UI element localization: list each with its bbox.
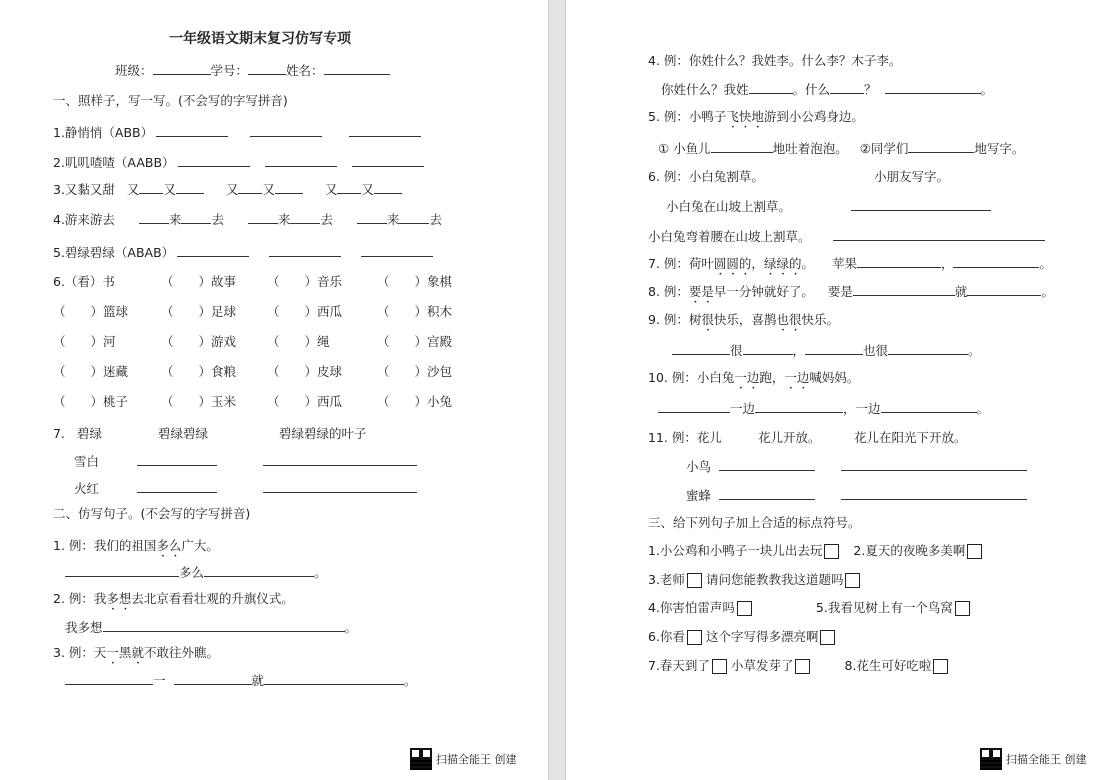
answer-blank[interactable] (174, 672, 252, 685)
answer-blank[interactable] (204, 564, 314, 577)
answer-blank[interactable] (888, 342, 968, 355)
answer-blank[interactable] (885, 81, 981, 94)
r4-example: 4. 例：你姓什么？我姓李。什么李？木子李。 (648, 53, 902, 68)
answer-blank[interactable] (264, 672, 404, 685)
answer-blank[interactable] (275, 181, 303, 194)
answer-blank[interactable] (841, 458, 1027, 471)
q7-row: 火红 (74, 480, 417, 497)
r9-answer: 很 ， 也很 。 (672, 342, 981, 359)
right-page[interactable] (566, 0, 1117, 780)
q7-row: 雪白 (74, 453, 417, 470)
s3-example: 3. 例：天一黑就不敢往外瞧。 (53, 645, 219, 660)
answer-blank[interactable] (139, 181, 163, 194)
q5-row: 5.碧绿碧绿（ABAB） (53, 244, 433, 261)
answer-blank[interactable] (337, 181, 361, 194)
answer-blank[interactable] (841, 487, 1027, 500)
number-blank[interactable] (248, 62, 286, 75)
q6-row: （ ）河 （ ）游戏 （ ）绳 （ ）宫殿 (53, 334, 453, 349)
q6-row: （ ）迷藏 （ ）食粮 （ ）皮球 （ ）沙包 (53, 364, 453, 379)
answer-blank[interactable] (719, 487, 815, 500)
answer-blank[interactable] (139, 211, 169, 224)
q4-row: 4.游来游去 来 去 来 去 来 去 (53, 212, 442, 227)
answer-blank[interactable] (374, 181, 402, 194)
punct-box[interactable] (955, 601, 970, 616)
q2-row: 2.叽叽喳喳（AABB） (53, 154, 424, 171)
answer-blank[interactable] (176, 181, 204, 194)
q6-row: （ ）桃子 （ ）玉米 （ ）西瓜 （ ）小兔 (53, 394, 453, 409)
s2-answer: 我多想 。 (65, 620, 358, 635)
answer-blank[interactable] (953, 255, 1039, 268)
answer-blank[interactable] (357, 211, 387, 224)
punct-box[interactable] (967, 544, 982, 559)
answer-blank[interactable] (248, 211, 278, 224)
answer-blank[interactable] (178, 154, 250, 167)
q6-row: 6.（看）书 （ ）故事 （ ）音乐 （ ）象棋 (53, 274, 453, 289)
punct-row: 7.春天到了 小草发芽了 8.花生可好吃啦 (648, 658, 948, 674)
answer-blank[interactable] (881, 400, 977, 413)
left-page[interactable] (0, 0, 548, 780)
punct-box[interactable] (933, 659, 948, 674)
r4-answer: 你姓什么？我姓 。什么 ？ 。 (661, 82, 994, 97)
answer-blank[interactable] (853, 283, 955, 296)
answer-blank[interactable] (65, 564, 179, 577)
punct-box[interactable] (824, 544, 839, 559)
answer-blank[interactable] (399, 211, 429, 224)
answer-blank[interactable] (65, 672, 153, 685)
punct-box[interactable] (687, 630, 702, 645)
answer-blank[interactable] (967, 283, 1041, 296)
q7-example: 7. 碧绿 碧绿碧绿 碧绿碧绿的叶子 (53, 426, 367, 441)
answer-blank[interactable] (830, 81, 864, 94)
answer-blank[interactable] (908, 140, 974, 153)
answer-blank[interactable] (743, 342, 793, 355)
punct-box[interactable] (845, 573, 860, 588)
answer-blank[interactable] (177, 244, 249, 257)
answer-blank[interactable] (137, 453, 217, 466)
r11-bee: 蜜蜂 (686, 487, 1027, 504)
s3-answer: 一 就 。 (65, 672, 417, 689)
section-one-heading: 一、照样子，写一写。(不会写的字写拼音) (53, 93, 288, 108)
qr-code-icon (980, 748, 1002, 770)
answer-blank[interactable] (263, 480, 417, 493)
answer-blank[interactable] (851, 198, 991, 211)
punct-box[interactable] (795, 659, 810, 674)
punct-box[interactable] (712, 659, 727, 674)
r6-line3: 小白兔弯着腰在山坡上割草。 (648, 228, 1045, 245)
q3-row: 3.又黏又甜 又 又 又 又 又 又 (53, 181, 402, 198)
section-two-heading: 二、仿写句子。(不会写的字写拼音) (53, 506, 251, 521)
answer-blank[interactable] (103, 619, 345, 632)
r5-answer: ① 小鱼儿 地吐着泡泡。 ②同学们 地写字。 (658, 141, 1025, 156)
answer-blank[interactable] (250, 124, 322, 137)
answer-blank[interactable] (137, 480, 217, 493)
r5-example: 5. 例：小鸭子飞快地游到小公鸡身边。 (648, 109, 864, 124)
page-gutter (548, 0, 566, 780)
watermark: 扫描全能王 创建 (410, 748, 517, 770)
answer-blank[interactable] (181, 211, 211, 224)
s2-example: 2. 例：我多想去北京看看壮观的升旗仪式。 (53, 591, 294, 606)
punct-row: 1.小公鸡和小鸭子一块儿出去玩 2.夏天的夜晚多美啊 (648, 543, 982, 559)
answer-blank[interactable] (349, 124, 421, 137)
punct-box[interactable] (687, 573, 702, 588)
r10-answer: 一边 ，一边 。 (658, 400, 989, 417)
s1-example: 1. 例：我们的祖国多么广大。 (53, 538, 219, 553)
qr-code-icon (410, 748, 432, 770)
r8-row: 8. 例：要是早一分钟就好了。 要是 就 。 (648, 284, 1054, 299)
punct-row: 4.你害怕雷声吗 5.我看见树上有一个鸟窝 (648, 600, 970, 616)
answer-blank[interactable] (263, 453, 417, 466)
page-title: 一年级语文期末复习仿写专项 (169, 31, 351, 47)
answer-blank[interactable] (352, 154, 424, 167)
q6-row: （ ）篮球 （ ）足球 （ ）西瓜 （ ）积木 (53, 304, 453, 319)
r11-bird: 小鸟 (686, 458, 1027, 475)
answer-blank[interactable] (805, 342, 863, 355)
r7-row: 7. 例：荷叶圆圆的，绿绿的。 苹果 ， 。 (648, 256, 1052, 271)
answer-blank[interactable] (833, 228, 1045, 241)
answer-blank[interactable] (755, 400, 843, 413)
student-info-line: 班级： 学号： 姓名： (115, 62, 390, 79)
answer-blank[interactable] (290, 211, 320, 224)
watermark: 扫描全能王 创建 (980, 748, 1087, 770)
answer-blank[interactable] (711, 140, 773, 153)
answer-blank[interactable] (857, 255, 941, 268)
s1-answer: 多么 。 (65, 564, 327, 581)
r6-example: 6. 例：小白兔割草。 小朋友写字。 (648, 169, 950, 184)
class-blank[interactable] (153, 62, 211, 75)
punct-box[interactable] (820, 630, 835, 645)
answer-blank[interactable] (361, 244, 433, 257)
answer-blank[interactable] (269, 244, 341, 257)
answer-blank[interactable] (719, 458, 815, 471)
q1-row: 1.静悄悄（ABB） (53, 124, 421, 141)
answer-blank[interactable] (156, 124, 228, 137)
r6-line2: 小白兔在山坡上割草。 (666, 198, 991, 215)
answer-blank[interactable] (749, 81, 793, 94)
r9-example: 9. 例：树很快乐，喜鹊也很快乐。 (648, 312, 839, 327)
punct-row: 6.你看 这个字写得多漂亮啊 (648, 629, 835, 645)
answer-blank[interactable] (672, 342, 730, 355)
answer-blank[interactable] (658, 400, 730, 413)
r11-example: 11. 例：花儿 花儿开放。 花儿在阳光下开放。 (648, 430, 967, 445)
punct-row: 3.老师 请问您能教教我这道题吗 (648, 572, 860, 588)
punct-box[interactable] (737, 601, 752, 616)
name-blank[interactable] (324, 62, 390, 75)
answer-blank[interactable] (265, 154, 337, 167)
r10-example: 10. 例：小白兔一边跑，一边喊妈妈。 (648, 370, 860, 385)
answer-blank[interactable] (238, 181, 262, 194)
section-three-heading: 三、给下列句子加上合适的标点符号。 (648, 515, 861, 530)
